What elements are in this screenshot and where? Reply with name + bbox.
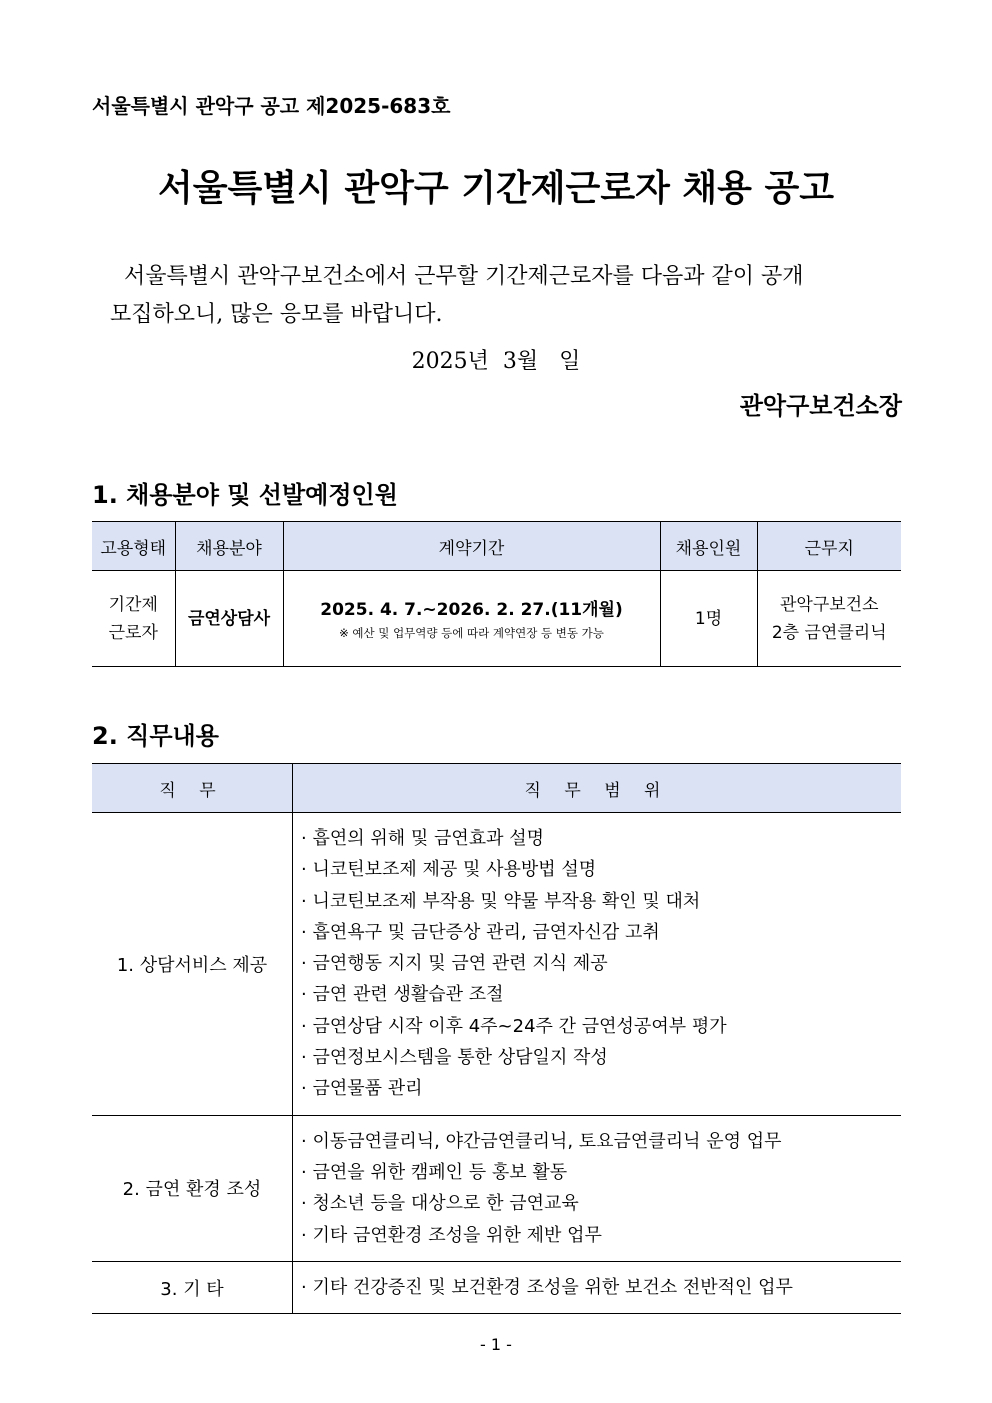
header-duty: 직 무: [92, 764, 293, 813]
duties-table: [92, 763, 901, 1314]
list-item: · 청소년 등을 대상으로 한 금연교육: [301, 1188, 901, 1219]
employment-type-line-1: 기간제: [108, 594, 158, 615]
list-item: · 금연정보시스템을 통한 상담일지 작성: [301, 1042, 901, 1073]
cell-headcount: 1명: [660, 571, 757, 667]
list-item: · 금연을 위한 캠페인 등 홍보 활동: [301, 1157, 901, 1188]
issuer: 관악구보건소장: [739, 392, 902, 420]
duty-scope: [293, 813, 902, 1116]
duty-name: 1. 상담서비스 제공: [92, 813, 293, 1116]
header-duty-scope: 직 무 범 위: [293, 764, 902, 813]
list-item: · 이동금연클리닉, 야간금연클리닉, 토요금연클리닉 운영 업무: [301, 1126, 901, 1157]
header-headcount: 채용인원: [660, 522, 757, 571]
recruitment-table: [92, 521, 901, 667]
list-item: · 니코틴보조제 부작용 및 약물 부작용 확인 및 대처: [301, 886, 901, 917]
location-line-1: 관악구보건소: [779, 594, 879, 615]
page-title: 서울특별시 관악구 기간제근로자 채용 공고: [157, 168, 835, 209]
list-item: · 금연행동 지지 및 금연 관련 지식 제공: [301, 948, 901, 979]
duty-name: 3. 기 타: [92, 1261, 293, 1313]
intro-line-1: 서울특별시 관악구보건소에서 근무할 기간제근로자를 다음과 같이 공개: [124, 264, 804, 289]
cell-employment-type: [92, 571, 175, 667]
table-row: [92, 813, 901, 1116]
duty-scope: [293, 1115, 902, 1261]
table-row: [92, 571, 901, 667]
table-header-row: [92, 522, 901, 571]
header-period: 계약기간: [283, 522, 660, 571]
list-item: · 기타 금연환경 조성을 위한 제반 업무: [301, 1220, 901, 1251]
list-item: · 금연 관련 생활습관 조절: [301, 979, 901, 1010]
duty-name: 2. 금연 환경 조성: [92, 1115, 293, 1261]
section1-title: 1. 채용분야 및 선발예정인원: [92, 481, 398, 509]
intro-line-2: 모집하오니, 많은 응모를 바랍니다.: [110, 302, 443, 327]
cell-period: [283, 571, 660, 667]
list-item: · 흡연의 위해 및 금연효과 설명: [301, 823, 901, 854]
table-row: [92, 1115, 901, 1261]
header-employment-type: 고용형태: [92, 522, 175, 571]
location-line-2: 2층 금연클리닉: [771, 622, 887, 643]
table-row: [92, 1261, 901, 1313]
table-header-row: [92, 764, 901, 813]
list-item: · 흡연욕구 및 금단증상 관리, 금연자신감 고취: [301, 917, 901, 948]
list-item: · 기타 건강증진 및 보건환경 조성을 위한 보건소 전반적인 업무: [301, 1272, 901, 1303]
intro-paragraph: [110, 258, 902, 334]
notice-number: 서울특별시 관악구 공고 제2025-683호: [92, 94, 451, 118]
list-item: · 니코틴보조제 제공 및 사용방법 설명: [301, 854, 901, 885]
list-item: · 금연상담 시작 이후 4주~24주 간 금연성공여부 평가: [301, 1011, 901, 1042]
header-field: 채용분야: [175, 522, 283, 571]
notice-date: 2025년 3월 일: [411, 349, 581, 374]
page-number: - 1 -: [480, 1335, 512, 1354]
period-text: 2025. 4. 7.~2026. 2. 27.(11개월): [320, 599, 623, 620]
cell-location: [757, 571, 901, 667]
list-item: · 금연물품 관리: [301, 1073, 901, 1104]
employment-type-line-2: 근로자: [108, 622, 158, 643]
duty-scope: [293, 1261, 902, 1313]
section2-title: 2. 직무내용: [92, 722, 219, 750]
header-location: 근무지: [757, 522, 901, 571]
period-note: ※ 예산 및 업무역량 등에 따라 계약연장 등 변동 가능: [339, 625, 604, 640]
cell-field: 금연상담사: [175, 571, 283, 667]
